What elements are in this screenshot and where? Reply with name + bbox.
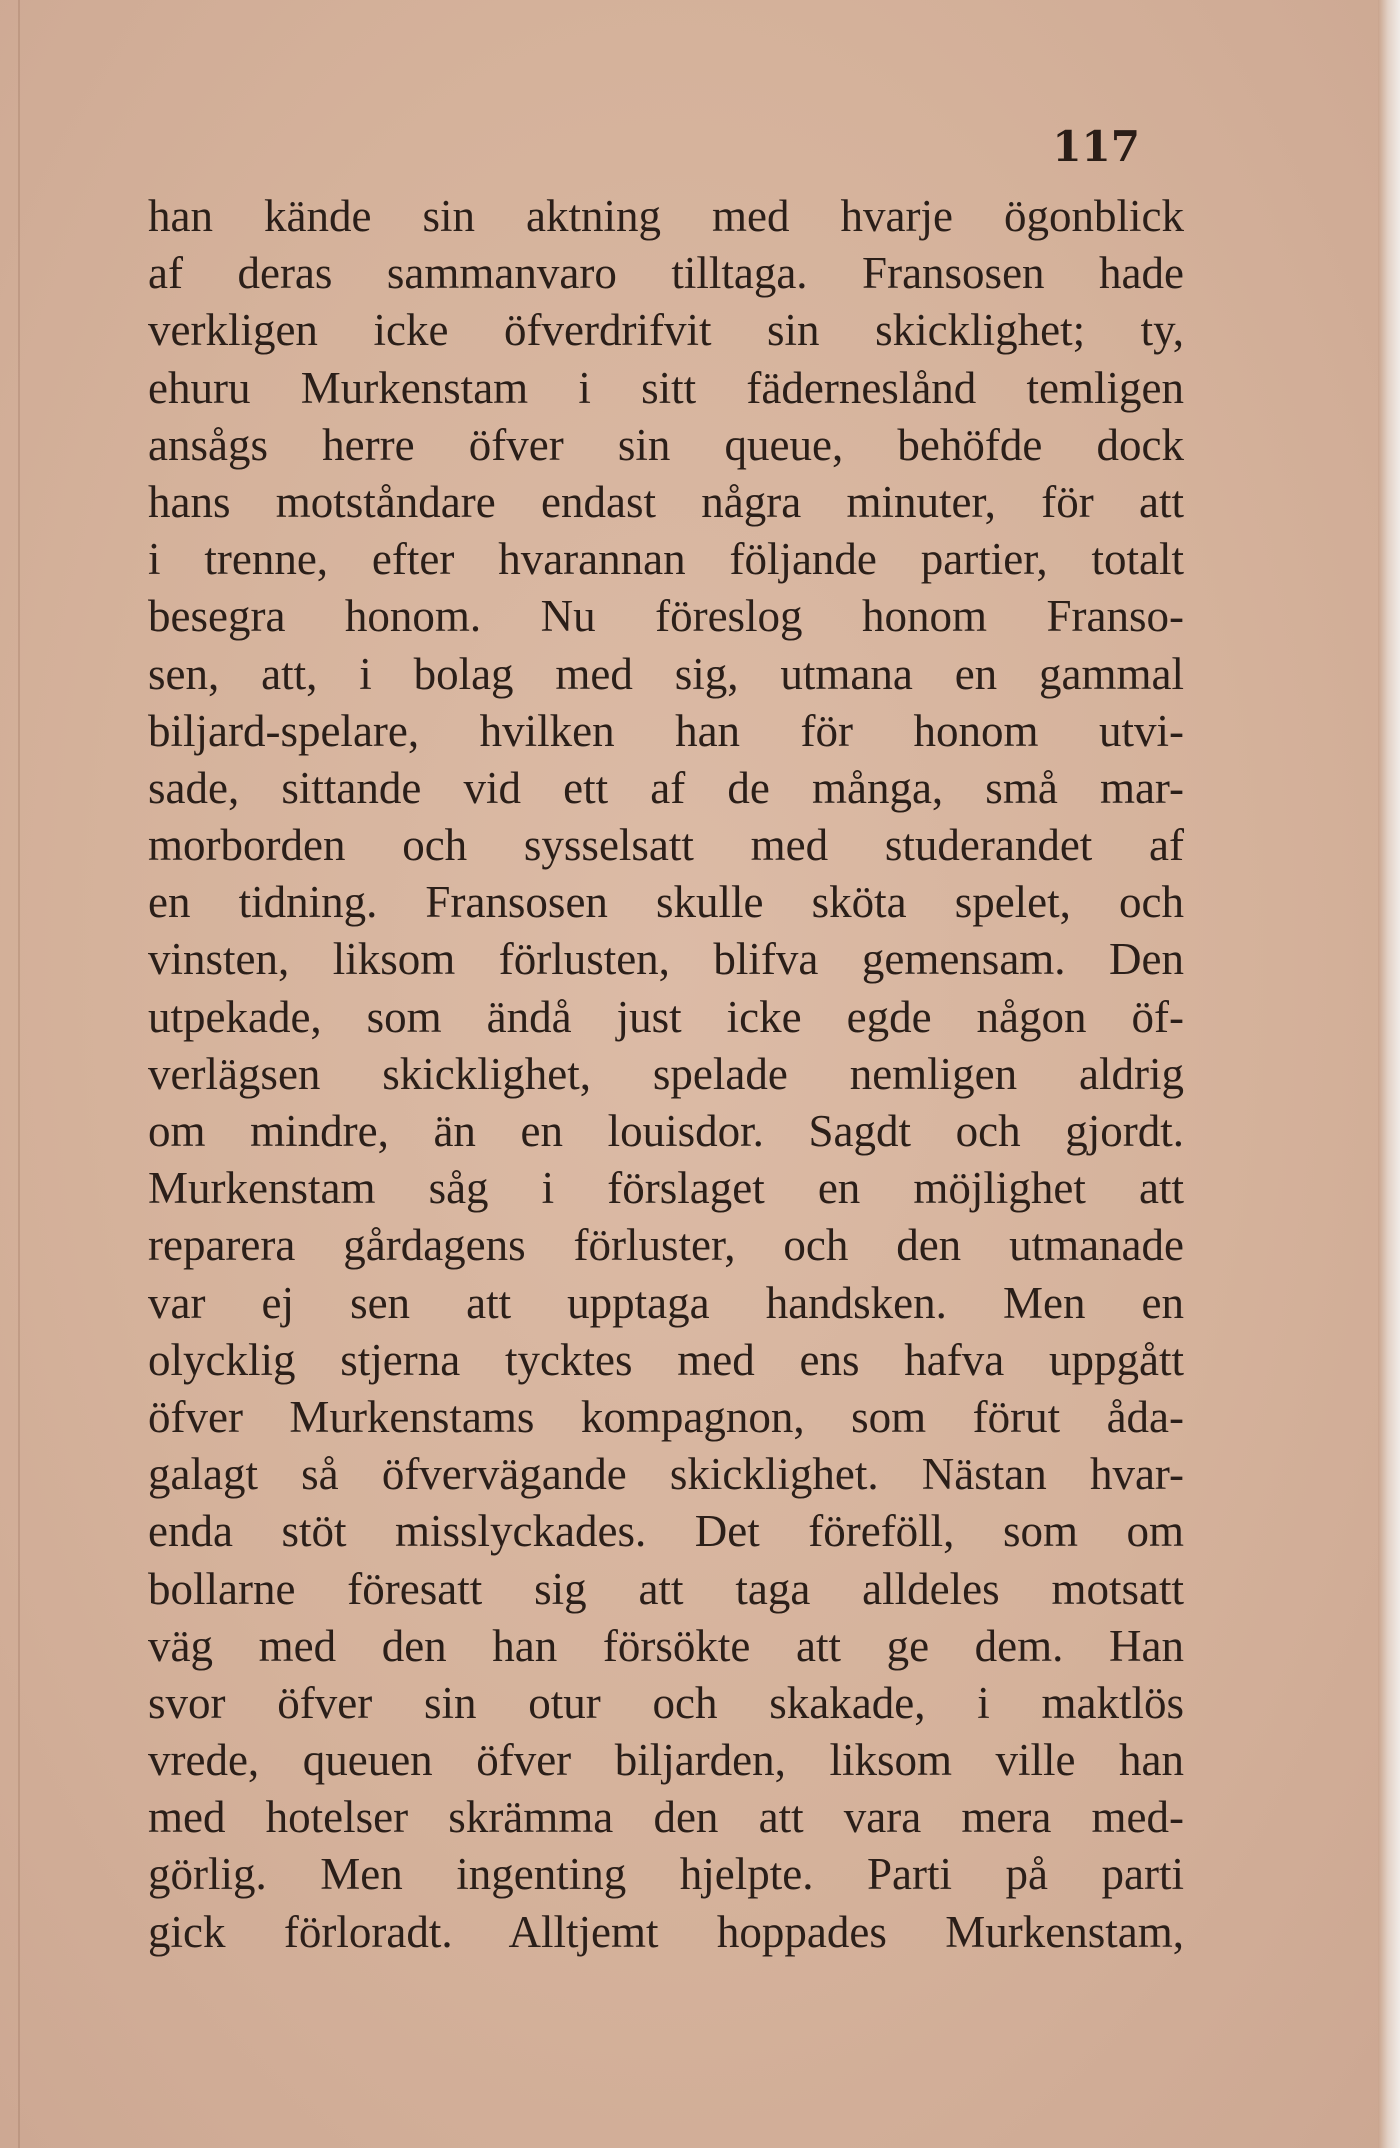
text-line: enda stöt misslyckades. Det föreföll, som om: [148, 1506, 1184, 1557]
text-line: svor öfver sin otur och skakade, i maktlös: [148, 1677, 1184, 1728]
text-line: hans motståndare endast några minuter, för att: [148, 476, 1184, 527]
text-line: vinsten, liksom förlusten, blifva gemensam. Den: [148, 934, 1184, 985]
text-line: ansågs herre öfver sin queue, behöfde dock: [148, 419, 1184, 470]
text-line: ehuru Murkenstam i sitt fäderneslånd temligen: [148, 362, 1184, 413]
text-line: biljard-spelare, hvilken han för honom utvi-: [148, 705, 1184, 756]
text-line: verkligen icke öfverdrifvit sin skicklighet; ty,: [148, 305, 1184, 356]
text-line: morborden och sysselsatt med studerandet af: [148, 820, 1184, 871]
text-line: med hotelser skrämma den att vara mera med-: [148, 1792, 1184, 1843]
text-line: om mindre, än en louisdor. Sagdt och gjordt.: [148, 1106, 1184, 1156]
text-line: bollarne föresatt sig att taga alldeles motsatt: [148, 1563, 1184, 1614]
text-line: reparera gårdagens förluster, och den utmanade: [148, 1220, 1184, 1271]
text-line: görlig. Men ingenting hjelpte. Parti på parti: [148, 1849, 1184, 1900]
page-number: 117: [1052, 122, 1140, 171]
text-line: i trenne, efter hvarannan följande partier, totalt: [148, 534, 1184, 585]
text-line: en tidning. Fransosen skulle sköta spelet, och: [148, 877, 1184, 928]
text-line: väg med den han försökte att ge dem. Han: [148, 1620, 1184, 1671]
text-line: sen, att, i bolag med sig, utmana en gammal: [148, 648, 1184, 699]
text-line: sade, sittande vid ett af de många, små mar-: [148, 762, 1184, 813]
page-binding: [1378, 0, 1400, 2148]
text-line: han kände sin aktning med hvarje ögonblick: [148, 191, 1184, 241]
text-line: öfver Murkenstams kompagnon, som förut åda-: [148, 1391, 1184, 1442]
text-line: galagt så öfvervägande skicklighet. Nästan hvar-: [148, 1449, 1184, 1500]
text-line: utpekade, som ändå just icke egde någon öf-: [148, 991, 1184, 1042]
text-line: olycklig stjerna tycktes med ens hafva uppgått: [148, 1334, 1184, 1385]
text-line: gick förloradt. Alltjemt hoppades Murkenstam,: [148, 1906, 1184, 1957]
text-line: verlägsen skicklighet, spelade nemligen aldrig: [148, 1048, 1184, 1099]
text-line: af deras sammanvaro tilltaga. Fransosen hade: [148, 248, 1184, 299]
text-line: besegra honom. Nu föreslog honom Franso-: [148, 591, 1184, 642]
page-edge: [18, 0, 20, 2148]
body-text: [148, 188, 1184, 1961]
text-line: Murkenstam såg i förslaget en möjlighet att: [148, 1163, 1184, 1214]
text-line: vrede, queuen öfver biljarden, liksom ville han: [148, 1735, 1184, 1786]
text-line: var ej sen att upptaga handsken. Men en: [148, 1277, 1184, 1328]
